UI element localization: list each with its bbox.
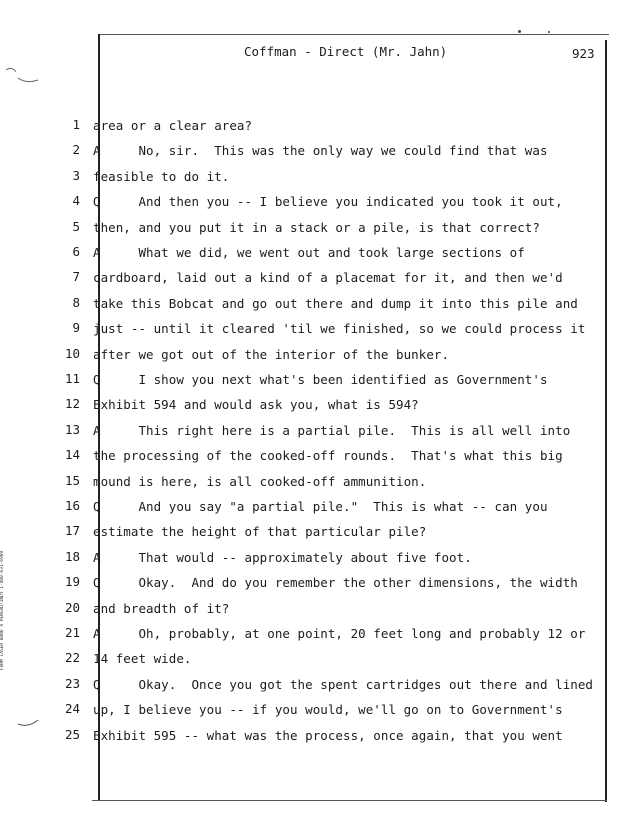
line-number: 25 [64, 727, 80, 742]
line-number: 23 [64, 676, 80, 691]
line-number: 7 [72, 269, 80, 284]
line-number: 16 [64, 498, 80, 513]
transcript-line-text: the processing of the cooked-off rounds. That's what this big [93, 448, 563, 463]
line-number: 18 [64, 549, 80, 564]
margin-tick-mark [16, 716, 42, 730]
line-number: 13 [64, 422, 80, 437]
line-number: 22 [64, 650, 80, 665]
transcript-line-text: Q I show you next what's been identified as Government's [93, 372, 548, 387]
transcript-line-text: area or a clear area? [93, 118, 253, 133]
transcript-line-text: take this Bobcat and go out there and dump it into this pile and [93, 296, 578, 311]
scan-speck [518, 30, 521, 33]
transcript-line-text: A No, sir. This was the only way we could find that was [93, 143, 548, 158]
page-number: 923 [572, 46, 595, 61]
line-number: 11 [64, 371, 80, 386]
line-number: 14 [64, 447, 80, 462]
line-number: 12 [64, 396, 80, 411]
transcript-line-text: A That would -- approximately about five foot. [93, 550, 472, 565]
line-number: 8 [72, 295, 80, 310]
line-number: 3 [72, 168, 80, 183]
transcript-line-text: just -- until it cleared 'til we finished, so we could process it [93, 321, 586, 336]
line-number: 20 [64, 600, 80, 615]
scan-speck [548, 31, 550, 33]
form-vendor-stamp: FORM LASER BOND A PENGAD/INDY 1-800-631-6989 [0, 550, 5, 670]
page-header-title: Coffman - Direct (Mr. Jahn) [244, 44, 448, 59]
transcript-line-text: Q Okay. And do you remember the other dimensions, the width [93, 575, 578, 590]
page-border-top [98, 34, 609, 35]
transcript-line-text: Q And you say "a partial pile." This is what -- can you [93, 499, 548, 514]
transcript-line-text: mound is here, is all cooked-off ammunition. [93, 474, 427, 489]
transcript-line-text: Q And then you -- I believe you indicated you took it out, [93, 194, 563, 209]
transcript-line-text: after we got out of the interior of the bunker. [93, 347, 450, 362]
line-number: 10 [64, 346, 80, 361]
line-number: 6 [72, 244, 80, 259]
transcript-line-text: A Oh, probably, at one point, 20 feet long and probably 12 or [93, 626, 586, 641]
line-number: 9 [72, 320, 80, 335]
margin-scribble-mark [4, 62, 44, 90]
transcript-line-text: A What we did, we went out and took large sections of [93, 245, 525, 260]
transcript-line-text: estimate the height of that particular pile? [93, 524, 427, 539]
line-number: 17 [64, 523, 80, 538]
line-number: 4 [72, 193, 80, 208]
transcript-line-text: A This right here is a partial pile. This is all well into [93, 423, 571, 438]
line-number: 21 [64, 625, 80, 640]
line-number: 15 [64, 473, 80, 488]
transcript-line-text: and breadth of it? [93, 601, 230, 616]
transcript-line-text: then, and you put it in a stack or a pile, is that correct? [93, 220, 540, 235]
line-number: 2 [72, 142, 80, 157]
page-border-bottom [92, 800, 607, 801]
transcript-line-text: Exhibit 594 and would ask you, what is 594? [93, 397, 419, 412]
transcript-line-text: cardboard, laid out a kind of a placemat for it, and then we'd [93, 270, 563, 285]
line-number: 19 [64, 574, 80, 589]
line-number: 5 [72, 219, 80, 234]
transcript-line-text: Q Okay. Once you got the spent cartridges out there and lined [93, 677, 593, 692]
line-number: 24 [64, 701, 80, 716]
transcript-line-text: Exhibit 595 -- what was the process, once again, that you went [93, 728, 563, 743]
page-border-right [605, 40, 607, 802]
transcript-line-text: up, I believe you -- if you would, we'll go on to Government's [93, 702, 563, 717]
transcript-line-text: feasible to do it. [93, 169, 230, 184]
transcript-line-text: 14 feet wide. [93, 651, 192, 666]
line-number: 1 [72, 117, 80, 132]
